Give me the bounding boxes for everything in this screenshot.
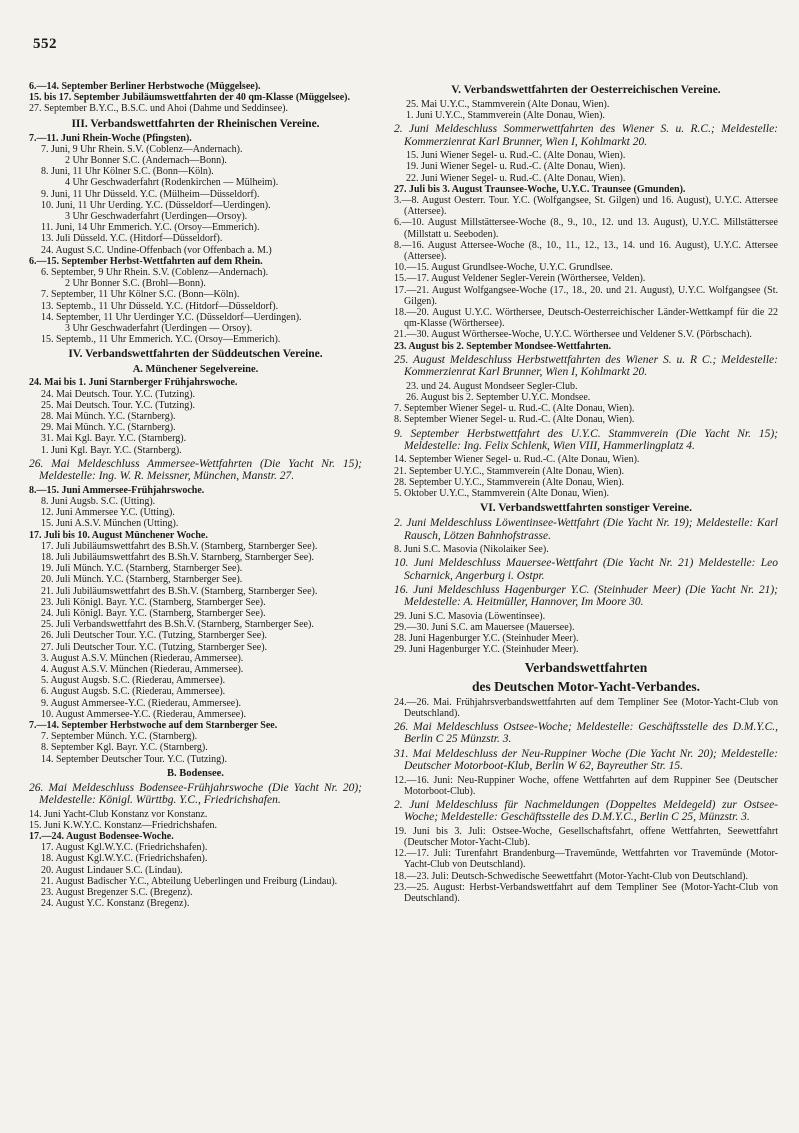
schedule-entry: 2 Uhr Bonner S.C. (Andernach—Bonn). [65,155,227,167]
schedule-entry: 26. August bis 2. September U.Y.C. Mondsee. [406,391,591,403]
schedule-entry: 18.—23. Juli: Deutsch-Schwedische Seewettfahrt (Motor-Yacht-Club von Deutschland). [394,870,748,882]
schedule-entry: 18.—20. August U.Y.C. Wörthersee, Deutsch-Oesterreichischer Länder-Wettkampf für die 22 qm-Klasse (Wörthersee). [394,307,778,330]
schedule-entry: 5. August Augsb. S.C. (Riederau, Ammersee). [41,675,226,687]
subsection-heading: B. Bodensee. [167,767,224,779]
right-column [394,81,778,904]
schedule-entry: 18. Juli Jubiläumswettfahrt des B.Sh.V. Starnberg, Starnberger See). [41,551,315,563]
schedule-entry: 14. September Wiener Segel- u. Rud.-C. (Alte Donau, Wien). [394,454,640,466]
schedule-entry: 17.—24. August Bodensee-Woche. [29,831,174,842]
schedule-entry: 7. September, 11 Uhr Kölner S.C. (Bonn—Köln). [41,289,240,301]
schedule-entry: 17.—21. August Wolfgangsee-Woche (17., 18., 20. und 21. August), U.Y.C. Wolfgangsee (St. Gilgen). [394,284,778,307]
schedule-entry: 3.—8. August Oesterr. Tour. Y.C. (Wolfgangsee, St. Gilgen) und 16. August), U.Y.C. Attersee (Attersee). [394,195,778,218]
schedule-entry: 17. August Kgl.W.Y.C. (Friedrichshafen). [41,842,208,854]
schedule-entry: 7.—11. Juni Rhein-Woche (Pfingsten). [29,132,192,144]
section-heading: III. Verbandswettfahrten der Rheinischen Vereine. [71,117,320,130]
schedule-entry: 6.—10. August Millstättersee-Woche (8., 9., 10., 12. und 13. August), U.Y.C. Millstättersee (Millstatt u. Seeboden). [394,217,778,240]
schedule-entry: 17. Juli Jubiläumswettfahrt des B.Sh.V. (Starnberg, Starnberger See). [41,540,318,552]
schedule-entry: 21. Juli Jubiläumswettfahrt des B.Sh.V. (Starnberg, Starnberger See). [41,585,318,597]
schedule-entry: 31. Mai Kgl. Bayr. Y.C. (Starnberg). [41,433,187,445]
schedule-entry: 23. Juli Königl. Bayr. Y.C. (Starnberg, Starnberger See). [41,596,266,608]
schedule-entry: 8. September Wiener Segel- u. Rud.-C. (Alte Donau, Wien). [394,414,635,426]
schedule-entry: 15. Juni A.S.V. München (Utting). [41,518,179,530]
left-column [29,81,362,909]
registration-note: 10. Juni Meldeschluss Mauersee-Wettfahrt (Die Yacht Nr. 21) Meldestelle: Leo Scharnick, Angerburg i. Ostpr. [394,557,778,582]
schedule-entry: 21. August Badischer Y.C., Abteilung Ueberlingen und Freiburg (Lindau). [41,875,338,887]
schedule-entry: 8. Juni Augsb. S.C. (Utting). [41,495,156,507]
schedule-entry: 19. Juni bis 3. Juli: Ostsee-Woche, Gesellschaftsfahrt, offene Wettfahrten, Seewettfahrt (Deutscher Motor-Yacht-Club). [394,825,778,849]
schedule-entry: 24.—26. Mai. Frühjahrsverbandswettfahrten auf dem Templiner See (Motor-Yacht-Club von Deutschland). [394,696,778,719]
schedule-entry: 4 Uhr Geschwaderfahrt (Rodenkirchen — Mülheim). [65,177,279,189]
schedule-entry: 8.—15. Juni Ammersee-Frühjahrswoche. [29,484,205,496]
registration-note: 2. Juni Meldeschluss Löwentinsee-Wettfahrt (Die Yacht Nr. 19); Meldestelle: Karl Rausch, Lötzen Bahnhofstrasse. [394,517,778,542]
schedule-entry: 19. Juli Münch. Y.C. (Starnberg, Starnberger See). [41,563,243,575]
schedule-entry: 23. und 24. August Mondseer Segler-Club. [406,380,578,392]
schedule-entry: 25. Mai U.Y.C., Stammverein (Alte Donau, Wien). [406,99,610,110]
schedule-entry: 12. Juni Ammersee Y.C. (Utting). [41,507,175,519]
schedule-entry: 15. Juni Wiener Segel- u. Rud.-C. (Alte Donau, Wien). [406,150,626,162]
schedule-entry: 1. Juni U.Y.C., Stammverein (Alte Donau, Wien). [406,110,605,122]
schedule-entry: 14. Juni Yacht-Club Konstanz vor Konstanz. [29,808,208,820]
section-heading: V. Verbandswettfahrten der Oesterreichischen Vereine. [451,84,721,96]
schedule-entry: 14. September, 11 Uhr Uerdinger Y.C. (Düsseldorf—Uerdingen). [41,311,302,323]
section-heading: IV. Verbandswettfahrten der Süddeutschen Vereine. [68,348,323,361]
schedule-entry: 15. Juni K.W.Y.C. Konstanz—Friedrichshafen. [29,819,218,831]
schedule-entry: 7. September Münch. Y.C. (Starnberg). [41,731,198,743]
schedule-entry: 7.—14. September Herbstwoche auf dem Starnberger See. [29,719,278,731]
schedule-entry: 7. September Wiener Segel- u. Rud.-C. (Alte Donau, Wien). [394,403,635,415]
schedule-entry: 2 Uhr Bonner S.C. (Brohl—Bonn). [65,278,206,290]
schedule-entry: 29. Juni S.C. Masovia (Löwentinsee). [394,610,546,622]
schedule-entry: 21. September U.Y.C., Stammverein (Alte Donau, Wien). [394,465,625,477]
schedule-entry: 29. Mai Münch. Y.C. (Starnberg). [41,422,176,434]
schedule-entry: 25. Juli Verbandswettfahrt des B.Sh.V. (Starnberg, Starnberger See). [41,619,314,631]
schedule-entry: 25. Mai Deutsch. Tour. Y.C. (Tutzing). [41,399,196,411]
schedule-entry: 15. bis 17. September Jubiläumswettfahrten der 40 qm-Klasse (Müggelsee). [29,92,350,104]
schedule-entry: 6. September, 9 Uhr Rhein. S.V. (Coblenz—Andernach). [41,267,269,279]
schedule-entry: 11. Juni, 14 Uhr Emmerich. Y.C. (Orsoy—Emmerich). [41,222,260,234]
schedule-entry: 10. Juni, 11 Uhr Uerding. Y.C. (Düsseldorf—Uerdingen). [41,199,271,211]
schedule-entry: 27. September B.Y.C., B.S.C. und Ahoi (Dahme und Seddinsee). [29,103,288,115]
schedule-entry: 27. Juli bis 3. August Traunsee-Woche, U.Y.C. Traunsee (Gmunden). [394,183,686,195]
schedule-entry: 15.—17. August Veldener Segler-Verein (Wörthersee, Velden). [394,273,646,285]
schedule-entry: 23. August bis 2. September Mondsee-Wettfahrten. [394,340,612,352]
schedule-entry: 19. Juni Wiener Segel- u. Rud.-C. (Alte Donau, Wien). [406,161,626,173]
schedule-entry: 9. Juni, 11 Uhr Düsseld. Y.C. (Mülheim—Düsseldorf). [41,188,260,200]
subsection-heading: A. Münchener Segelvereine. [132,364,259,376]
registration-note: 9. September Herbstwettfahrt des U.Y.C. Stammverein (Die Yacht Nr. 15); Meldestelle: Ing. Felix Schlenk, Wien VIII, Hammerlingplatz 4. [394,427,778,452]
schedule-entry: 6.—14. September Berliner Herbstwoche (Müggelsee). [29,81,261,92]
schedule-entry: 29. Juni Hagenburger Y.C. (Steinhuder Meer). [394,644,579,656]
schedule-entry: 9. August Ammersee-Y.C. (Riederau, Ammersee). [41,697,242,709]
schedule-entry: 7. Juni, 9 Uhr Rhein. S.V. (Coblenz—Andernach). [41,143,243,155]
schedule-entry: 29.—30. Juni S.C. am Mauersee (Mauersee). [394,621,575,633]
schedule-entry: 20. August Lindauer S.C. (Lindau). [41,864,183,876]
registration-note: 2. Juni Meldeschluss Sommerwettfahrten des Wiener S. u. R.C.; Meldestelle: Kommerzienrat Karl Brunner, Wien I, Kohlmarkt 20. [394,123,778,148]
registration-note: 16. Juni Meldeschluss Hagenburger Y.C. (Steinhuder Meer) (Die Yacht Nr. 21); Meldestelle: A. Heitmüller, Hannover, Im Moore 30. [394,583,778,609]
schedule-entry: 3. August A.S.V. München (Riederau, Ammersee). [41,652,244,664]
schedule-entry: 13. Juli Düsseld. Y.C. (Hitdorf—Düsseldorf). [41,233,223,245]
schedule-entry: 28. Mai Münch. Y.C. (Starnberg). [41,411,176,423]
schedule-entry: 1. Juni Kgl. Bayr. Y.C. (Starnberg). [41,444,182,456]
schedule-entry: 6.—15. September Herbst-Wettfahrten auf dem Rhein. [29,255,263,267]
schedule-entry: 28. September U.Y.C., Stammverein (Alte Donau, Wien). [394,476,625,488]
schedule-entry: 26. Juli Deutscher Tour. Y.C. (Tutzing, Starnberger See). [41,630,268,642]
schedule-entry: 6. August Augsb. S.C. (Riederau, Ammersee). [41,686,226,698]
registration-note: 2. Juni Meldeschluss für Nachmeldungen (Doppeltes Meldegeld) zur Ostsee-Woche; Meldestelle: Geschäftsstelle des D.M.Y.C., Berlin C 25, Münzstr. 3. [394,799,778,824]
schedule-entry: 24. Mai Deutsch. Tour. Y.C. (Tutzing). [41,388,196,400]
schedule-entry: 8. September Kgl. Bayr. Y.C. (Starnberg). [41,742,208,754]
registration-note: 31. Mai Meldeschluss der Neu-Ruppiner Woche (Die Yacht Nr. 20); Meldestelle: Deutscher Motorboot-Klub, Berlin W 62, Bayreuther Str. 15. [394,747,778,773]
schedule-entry: 8. Juni S.C. Masovia (Nikolaiker See). [394,543,549,555]
schedule-entry: 12.—16. Juni: Neu-Ruppiner Woche, offene Wettfahrten auf dem Ruppiner See (Deutscher Motorboot-Club). [394,774,778,797]
page-number: 552 [33,36,57,52]
schedule-entry: 24. Juli Königl. Bayr. Y.C. (Starnberg, Starnberger See). [41,607,266,619]
registration-note: 25. August Meldeschluss Herbstwettfahrten des Wiener S. u. R C.; Meldestelle: Kommerzienrat Karl Brunner, Wien I, Kohlmarkt 20. [394,353,778,379]
schedule-entry: 5. Oktober U.Y.C., Stammverein (Alte Donau, Wien). [394,487,610,499]
schedule-entry: 21.—30. August Wörthersee-Woche, U.Y.C. Wörthersee und Veldener S.V. (Pörbschach). [394,329,752,341]
schedule-entry: 10.—15. August Grundlsee-Woche, U.Y.C. Grundlsee. [394,262,613,274]
schedule-entry: 27. Juli Deutscher Tour. Y.C. (Tutzing, Starnberger See). [41,641,268,653]
section-heading: Verbandswettfahrten [524,659,648,675]
schedule-entry: 10. August Ammersee-Y.C. (Riederau, Ammersee). [41,708,247,720]
section-heading: des Deutschen Motor-Yacht-Verbandes. [471,678,701,694]
schedule-entry: 12.—17. Juli: Turenfahrt Brandenburg—Travemünde, Wettfahrten vor Travemünde (Motor-Yacht-Club von Deutschland). [394,848,778,871]
schedule-entry: 28. Juni Hagenburger Y.C. (Steinhuder Meer). [394,633,579,645]
registration-note: 26. Mai Meldeschluss Ammersee-Wettfahrten (Die Yacht Nr. 15); Meldestelle: Ing. W. R. Meissner, München, Manstr. 27. [29,457,362,483]
schedule-entry: 24. August S.C. Undine-Offenbach (vor Offenbach a. M.) [41,244,272,256]
schedule-entry: 15. Septemb., 11 Uhr Emmerich. Y.C. (Orsoy—Emmerich). [41,334,281,346]
schedule-entry: 23. August Bregenzer S.C. (Bregenz). [41,887,193,899]
schedule-entry: 22. Juni Wiener Segel- u. Rud.-C. (Alte Donau, Wien). [406,172,626,184]
schedule-entry: 3 Uhr Geschwaderfahrt (Uerdingen—Orsoy). [65,211,248,223]
schedule-entry: 13. Septemb., 11 Uhr Düsseld. Y.C. (Hitdorf—Düsseldorf). [41,300,279,312]
schedule-entry: 4. August A.S.V. München (Riederau, Ammersee). [41,663,244,675]
schedule-entry: 24. August Y.C. Konstanz (Bregenz). [41,898,190,910]
schedule-entry: 3 Uhr Geschwaderfahrt (Uerdingen — Orsoy). [65,323,253,335]
registration-note: 26. Mai Meldeschluss Ostsee-Woche; Meldestelle: Geschäftsstelle des D.M.Y.C., Berlin C 25 Münzstr. 3. [394,720,778,746]
schedule-entry: 8.—16. August Attersee-Woche (8., 10., 11., 12., 13., 14. und 16. August), U.Y.C. Attersee (Attersee). [394,239,778,263]
schedule-entry: 24. Mai bis 1. Juni Starnberger Frühjahrswoche. [29,377,238,389]
section-heading: VI. Verbandswettfahrten sonstiger Vereine. [479,502,692,515]
schedule-entry: 23.—25. August: Herbst-Verbandswettfahrt auf dem Templiner See (Motor-Yacht-Club von Deutschland). [394,881,778,905]
schedule-entry: 8. Juni, 11 Uhr Kölner S.C. (Bonn—Köln). [41,166,214,178]
schedule-entry: 20. Juli Münch. Y.C. (Starnberg, Starnberger See). [41,574,243,586]
schedule-entry: 14. September Deutscher Tour. Y.C. (Tutzing). [41,753,227,765]
registration-note: 26. Mai Meldeschluss Bodensee-Frühjahrswoche (Die Yacht Nr. 20); Meldestelle: Königl. Württbg. Y.C., Friedrichshafen. [29,781,362,807]
schedule-entry: 17. Juli bis 10. August Münchener Woche. [29,529,208,541]
schedule-entry: 18. August Kgl.W.Y.C. (Friedrichshafen). [41,853,208,865]
